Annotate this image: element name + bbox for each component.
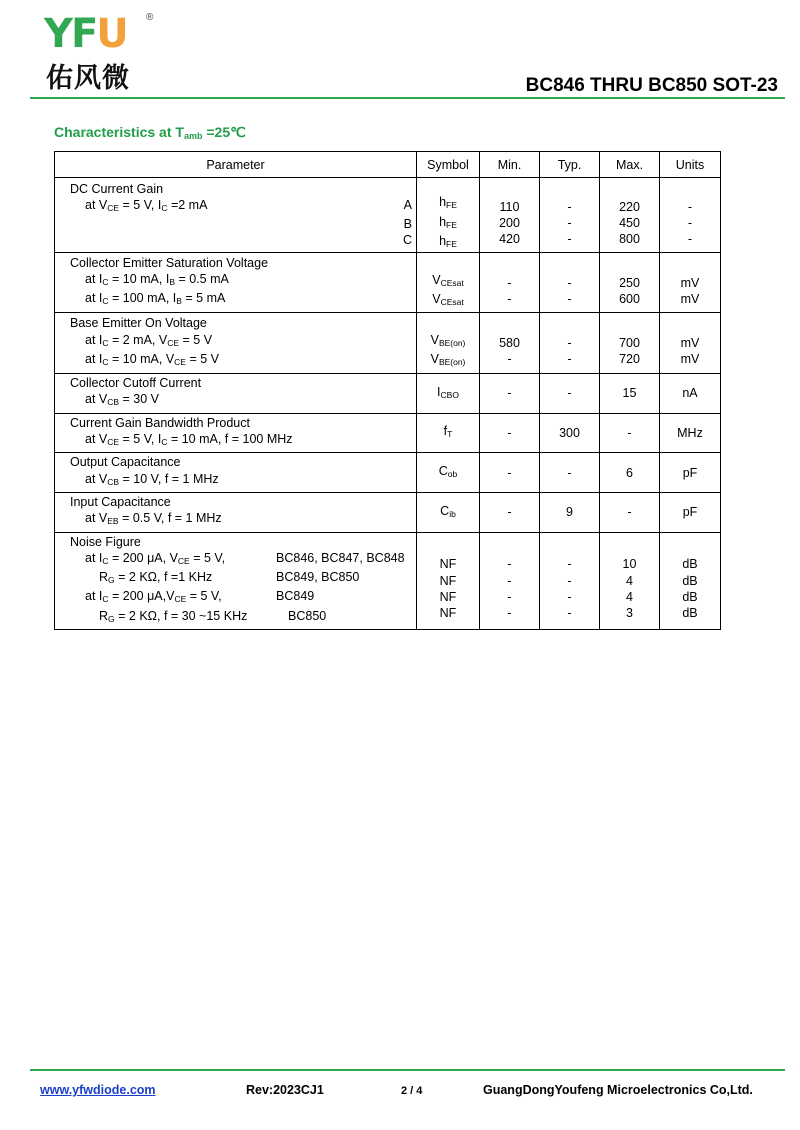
typ-cell: - -: [540, 253, 600, 313]
param-base-emitter-on-voltage: [55, 313, 417, 374]
section-title-prefix: Characteristics at T: [54, 124, 184, 140]
header-typ: Typ.: [540, 152, 600, 178]
max-cell: 700 720: [600, 313, 660, 374]
website-link[interactable]: www.yfwdiode.com: [40, 1083, 156, 1097]
max-cell: 10 4 4 3: [600, 532, 660, 629]
noise-note: BC850: [288, 608, 327, 623]
min-cell: - -: [480, 253, 540, 313]
param-title: Current Gain Bandwidth Product: [70, 415, 250, 430]
units-cell: pF: [660, 492, 721, 532]
param-output-capacitance: [55, 453, 417, 493]
units-cell: - - -: [660, 178, 721, 253]
param-gain-bandwidth-product: [55, 413, 417, 453]
typ-cell: - - -: [540, 178, 600, 253]
max-cell: 6: [600, 453, 660, 493]
units-cell: pF: [660, 453, 721, 493]
param-condition: at $V_{CE} = 5$ V, $I_C =2$ mA A: [70, 197, 412, 216]
min-cell: -: [480, 413, 540, 453]
table-row: [55, 253, 721, 313]
param-noise-figure: [55, 532, 417, 629]
symbol-cell: $C_{ob}$: [417, 453, 480, 493]
table-row: [55, 374, 721, 414]
table-row: [55, 413, 721, 453]
company-logo: [44, 11, 164, 96]
header-min: Min.: [480, 152, 540, 178]
param-title: Collector Emitter Saturation Voltage: [70, 255, 269, 270]
min-cell: -: [480, 374, 540, 414]
logo-u: U: [96, 11, 127, 57]
param-condition: at $V_{CB} = 10$ V, f = 1 MHz: [85, 471, 219, 487]
param-condition: at $V_{CB} = 30$ V: [85, 392, 160, 408]
param-condition: at $V_{EB} = 0.5$ V, f = 1 MHz: [85, 511, 222, 527]
param-condition: $R_G = 2$ KΩ, f =1 KHz BC849, BC850: [70, 569, 412, 588]
footer-rule: [30, 1069, 785, 1071]
symbol-cell: $I_{CBO}$: [417, 374, 480, 414]
param-condition: at $I_C = 10$ mA, $I_B = 0.5$ mA: [85, 272, 229, 288]
header-symbol: Symbol: [417, 152, 480, 178]
group-b: B: [403, 217, 412, 232]
param-title: Input Capacitance: [70, 494, 171, 509]
company-name: GuangDongYoufeng Microelectronics Co,Ltd.: [483, 1083, 753, 1097]
symbol-cell: $V_{CEsat}$ $V_{CEsat}$: [417, 253, 480, 313]
noise-note: BC846, BC847, BC848: [276, 550, 405, 565]
max-cell: -: [600, 413, 660, 453]
param-title: DC Current Gain: [70, 181, 164, 196]
header-max: Max.: [600, 152, 660, 178]
typ-cell: - - - -: [540, 532, 600, 629]
units-cell: MHz: [660, 413, 721, 453]
group-c: C: [402, 233, 412, 248]
characteristics-table: [54, 151, 721, 630]
section-title-suffix: =25℃: [202, 124, 246, 140]
typ-cell: - -: [540, 313, 600, 374]
logo-chinese-name: 佑风微: [46, 63, 130, 94]
table-row: [55, 492, 721, 532]
min-cell: 580 -: [480, 313, 540, 374]
param-collector-cutoff-current: [55, 374, 417, 414]
param-title: Output Capacitance: [70, 455, 181, 470]
section-title-sub: amb: [183, 131, 203, 141]
param-condition: at $I_C = 200$ $\mu A,V_{CE} = 5$ V, BC849: [70, 588, 412, 607]
units-cell: mV mV: [660, 253, 721, 313]
units-cell: dB dB dB dB: [660, 532, 721, 629]
logo-letters: [44, 11, 127, 57]
min-cell: -: [480, 492, 540, 532]
registered-mark: ®: [146, 12, 154, 23]
symbol-cell: $C_{ib}$: [417, 492, 480, 532]
param-title: Collector Cutoff Current: [70, 376, 202, 391]
typ-cell: -: [540, 374, 600, 414]
param-condition: at $I_C = 100$ mA, $I_B = 5$ mA: [85, 291, 226, 307]
symbol-cell: $f_T$: [417, 413, 480, 453]
revision-label: Rev:2023CJ1: [246, 1083, 324, 1097]
min-cell: 110 200 420: [480, 178, 540, 253]
param-condition: at $I_C = 200$ μA, $V_{CE} = 5$ V, BC846, BC847, BC848: [70, 550, 412, 569]
max-cell: 220 450 800: [600, 178, 660, 253]
param-title: Base Emitter On Voltage: [70, 316, 207, 331]
header-units: Units: [660, 152, 721, 178]
table-header-row: [55, 152, 721, 178]
table-row: [55, 313, 721, 374]
param-dc-current-gain: [55, 178, 417, 253]
typ-cell: -: [540, 453, 600, 493]
noise-note: BC849, BC850: [276, 570, 360, 585]
table-row: [55, 453, 721, 493]
units-cell: nA: [660, 374, 721, 414]
noise-note: BC849: [276, 589, 315, 604]
header-rule: [30, 97, 785, 99]
symbol-cell: NF NF NF NF: [417, 532, 480, 629]
param-input-capacitance: [55, 492, 417, 532]
symbol-cell: $h_{FE}$ $h_{FE}$ $h_{FE}$: [417, 178, 480, 253]
max-cell: -: [600, 492, 660, 532]
param-title: Noise Figure: [70, 534, 141, 549]
param-collector-emitter-saturation: [55, 253, 417, 313]
param-condition: at $I_C = 2$ mA, $V_{CE} = 5$ V: [85, 332, 213, 348]
symbol-cell: $V_{BE(on)}$ $V_{BE(on)}$: [417, 313, 480, 374]
table-row: [55, 532, 721, 629]
document-title: BC846 THRU BC850 SOT-23: [525, 75, 778, 96]
section-title: [54, 124, 246, 141]
logo-yf: YF: [44, 11, 97, 57]
typ-cell: 9: [540, 492, 600, 532]
table-row: [55, 178, 721, 253]
header-parameter: Parameter: [55, 152, 417, 178]
typ-cell: 300: [540, 413, 600, 453]
param-condition: $R_G = 2$ KΩ, f = 30 ~15 KHz BC850: [70, 608, 412, 627]
param-condition: at $I_C = 10$ mA, $V_{CE} = 5$ V: [85, 351, 219, 367]
page-number: 2 / 4: [401, 1085, 423, 1097]
max-cell: 15: [600, 374, 660, 414]
min-cell: -: [480, 453, 540, 493]
group-a: A: [403, 197, 412, 212]
min-cell: - - - -: [480, 532, 540, 629]
max-cell: 250 600: [600, 253, 660, 313]
units-cell: mV mV: [660, 313, 721, 374]
param-condition: at $V_{CE} = 5$ V, $I_C = 10$ mA, f = 100 MHz: [85, 432, 293, 448]
